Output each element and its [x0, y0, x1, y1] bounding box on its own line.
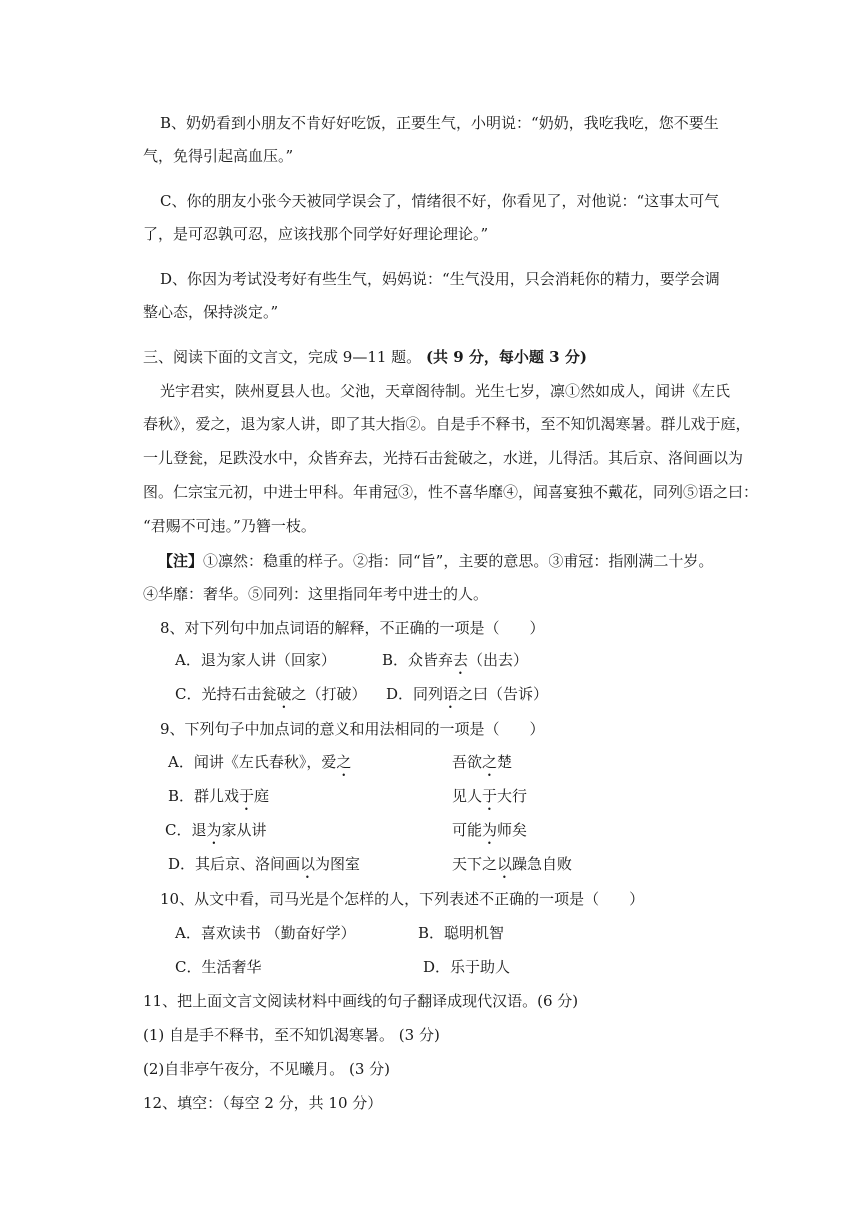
q9-a-right-text: 吾欲 — [452, 753, 483, 771]
section-heading — [143, 347, 587, 367]
question-11-stem: 11、把上面文言文阅读材料中画线的句子翻译成现代汉语。(6 分) — [143, 992, 579, 1010]
q11-sentence-1: (1) 自是手不释书，至不知饥渴寒暑。 (3 分) — [143, 1026, 440, 1044]
q9-b-right-text: 见人 — [452, 787, 483, 805]
q9-a-right-tail: 楚 — [497, 753, 513, 771]
q8-c-text: C．光持石击瓮 — [175, 685, 277, 703]
q9-option-c-left — [165, 820, 267, 848]
q9-d-right-tail: 躁急自败 — [512, 855, 573, 873]
q9-b-right-dotted-word: 于 — [482, 787, 498, 805]
question-10-stem: 10、从文中看，司马光是个怎样的人，下列表述不正确的一项是（ ） — [160, 890, 645, 908]
passage-line: “君赐不可违。”乃簪一枝。 — [143, 517, 316, 535]
q8-d-gloss: 之曰（告诉） — [458, 685, 549, 703]
q10-option-a: A．喜欢读书 （勤奋好学） — [175, 924, 356, 942]
q8-b-dotted-word: 去 — [453, 651, 469, 669]
q9-c-left-text: C．退 — [165, 821, 207, 839]
q9-c-right-text: 可能 — [452, 821, 483, 839]
q9-c-left-tail: 家从讲 — [221, 821, 267, 839]
q10-option-c: C．生活奢华 — [175, 958, 262, 976]
option-d-line2: 整心态，保持淡定。” — [143, 303, 279, 321]
note-line1 — [158, 551, 713, 571]
q8-d-text: D．同列 — [386, 685, 444, 703]
q9-option-a-left — [168, 752, 351, 780]
q9-a-left-dotted-word: 之 — [336, 753, 352, 771]
option-d-line1: D、你因为考试没考好有些生气，妈妈说：“生气没用，只会消耗你的精力，要学会调 — [160, 270, 720, 288]
q8-option-a: A．退为家人讲（回家） — [175, 651, 336, 669]
q9-c-right-dotted-word: 为 — [482, 821, 498, 839]
q9-option-a-right — [452, 752, 512, 780]
q10-option-b: B．聪明机智 — [418, 924, 505, 942]
passage-line: 一儿登瓮，足跌没水中，众皆弃去，光持石击瓮破之，水迸，儿得活。其后京、洛间画以为 — [143, 449, 744, 467]
q9-a-left-text: A．闻讲《左氏春秋》，爱 — [168, 753, 337, 771]
q9-b-left-tail: 庭 — [254, 787, 270, 805]
q9-d-right-text: 天下之 — [452, 855, 498, 873]
q8-c-dotted-word: 破 — [276, 685, 292, 703]
q9-c-left-dotted-word: 为 — [206, 821, 222, 839]
section-heading-main: 三、阅读下面的文言文，完成 9—11 题。 — [143, 348, 422, 366]
question-8-stem: 8、对下列句中加点词语的解释，不正确的一项是（ ） — [160, 619, 545, 637]
q9-option-b-right — [452, 786, 527, 814]
q9-c-right-tail: 师矣 — [497, 821, 528, 839]
q9-d-left-tail: 为图室 — [315, 855, 361, 873]
option-b-line2: 气，免得引起高血压。” — [143, 147, 294, 165]
q8-option-c — [175, 684, 367, 712]
q8-b-text: B．众皆弃 — [382, 651, 454, 669]
section-heading-score: (共 9 分，每小题 3 分) — [425, 348, 587, 366]
option-c-line1: C、你的朋友小张今天被同学误会了，情绪很不好，你看见了，对他说：“这事太可气 — [160, 192, 720, 210]
question-9-stem: 9、下列句子中加点词的意义和用法相同的一项是（ ） — [160, 720, 545, 738]
q9-b-left-dotted-word: 于 — [239, 787, 255, 805]
option-c-line2: 了，是可忍孰可忍，应该找那个同学好好理论理论。” — [143, 225, 489, 243]
q9-option-b-left — [168, 786, 269, 814]
question-12-stem: 12、填空：（每空 2 分，共 10 分） — [143, 1094, 383, 1112]
q8-option-b — [382, 650, 528, 678]
passage-line: 图。仁宗宝元初，中进士甲科。年甫冠③，性不喜华靡④，闻喜宴独不戴花，同列⑤语之曰： — [143, 483, 759, 501]
q11-sentence-2: (2)自非亭午夜分，不见曦月。 (3 分) — [143, 1060, 391, 1078]
passage-line: 春秋》，爱之，退为家人讲，即了其大指②。自是手不释书，至不知饥渴寒暑。群儿戏于庭， — [143, 415, 751, 433]
option-b-line1: B、奶奶看到小朋友不肯好好吃饭，正要生气，小明说：“奶奶，我吃我吃，您不要生 — [160, 114, 719, 132]
note-label: 【注】 — [158, 552, 204, 570]
q8-d-dotted-word: 语 — [443, 685, 459, 703]
passage-line: 光宇君实，陕州夏县人也。父池，天章阁待制。光生七岁，凛①然如成人，闻讲《左氏 — [160, 382, 731, 400]
q9-d-right-dotted-word: 以 — [497, 855, 513, 873]
note-text: ①凛然：稳重的样子。②指：同“旨”，主要的意思。③甫冠：指刚满二十岁。 — [203, 552, 714, 570]
q9-option-d-left — [168, 854, 360, 882]
q8-option-d — [386, 684, 548, 712]
q9-a-right-dotted-word: 之 — [482, 753, 498, 771]
q8-b-gloss: （出去） — [468, 651, 529, 669]
q9-b-right-tail: 大行 — [497, 787, 528, 805]
q9-option-c-right — [452, 820, 527, 848]
q10-option-d: D．乐于助人 — [423, 958, 511, 976]
q9-d-left-dotted-word: 以 — [300, 855, 316, 873]
q8-c-gloss: 之（打破） — [291, 685, 367, 703]
note-line2: ④华靡：奢华。⑤同列：这里指同年考中进士的人。 — [143, 585, 489, 603]
q9-d-left-text: D．其后京、洛间画 — [168, 855, 301, 873]
q9-b-left-text: B．群儿戏 — [168, 787, 240, 805]
q9-option-d-right — [452, 854, 572, 882]
